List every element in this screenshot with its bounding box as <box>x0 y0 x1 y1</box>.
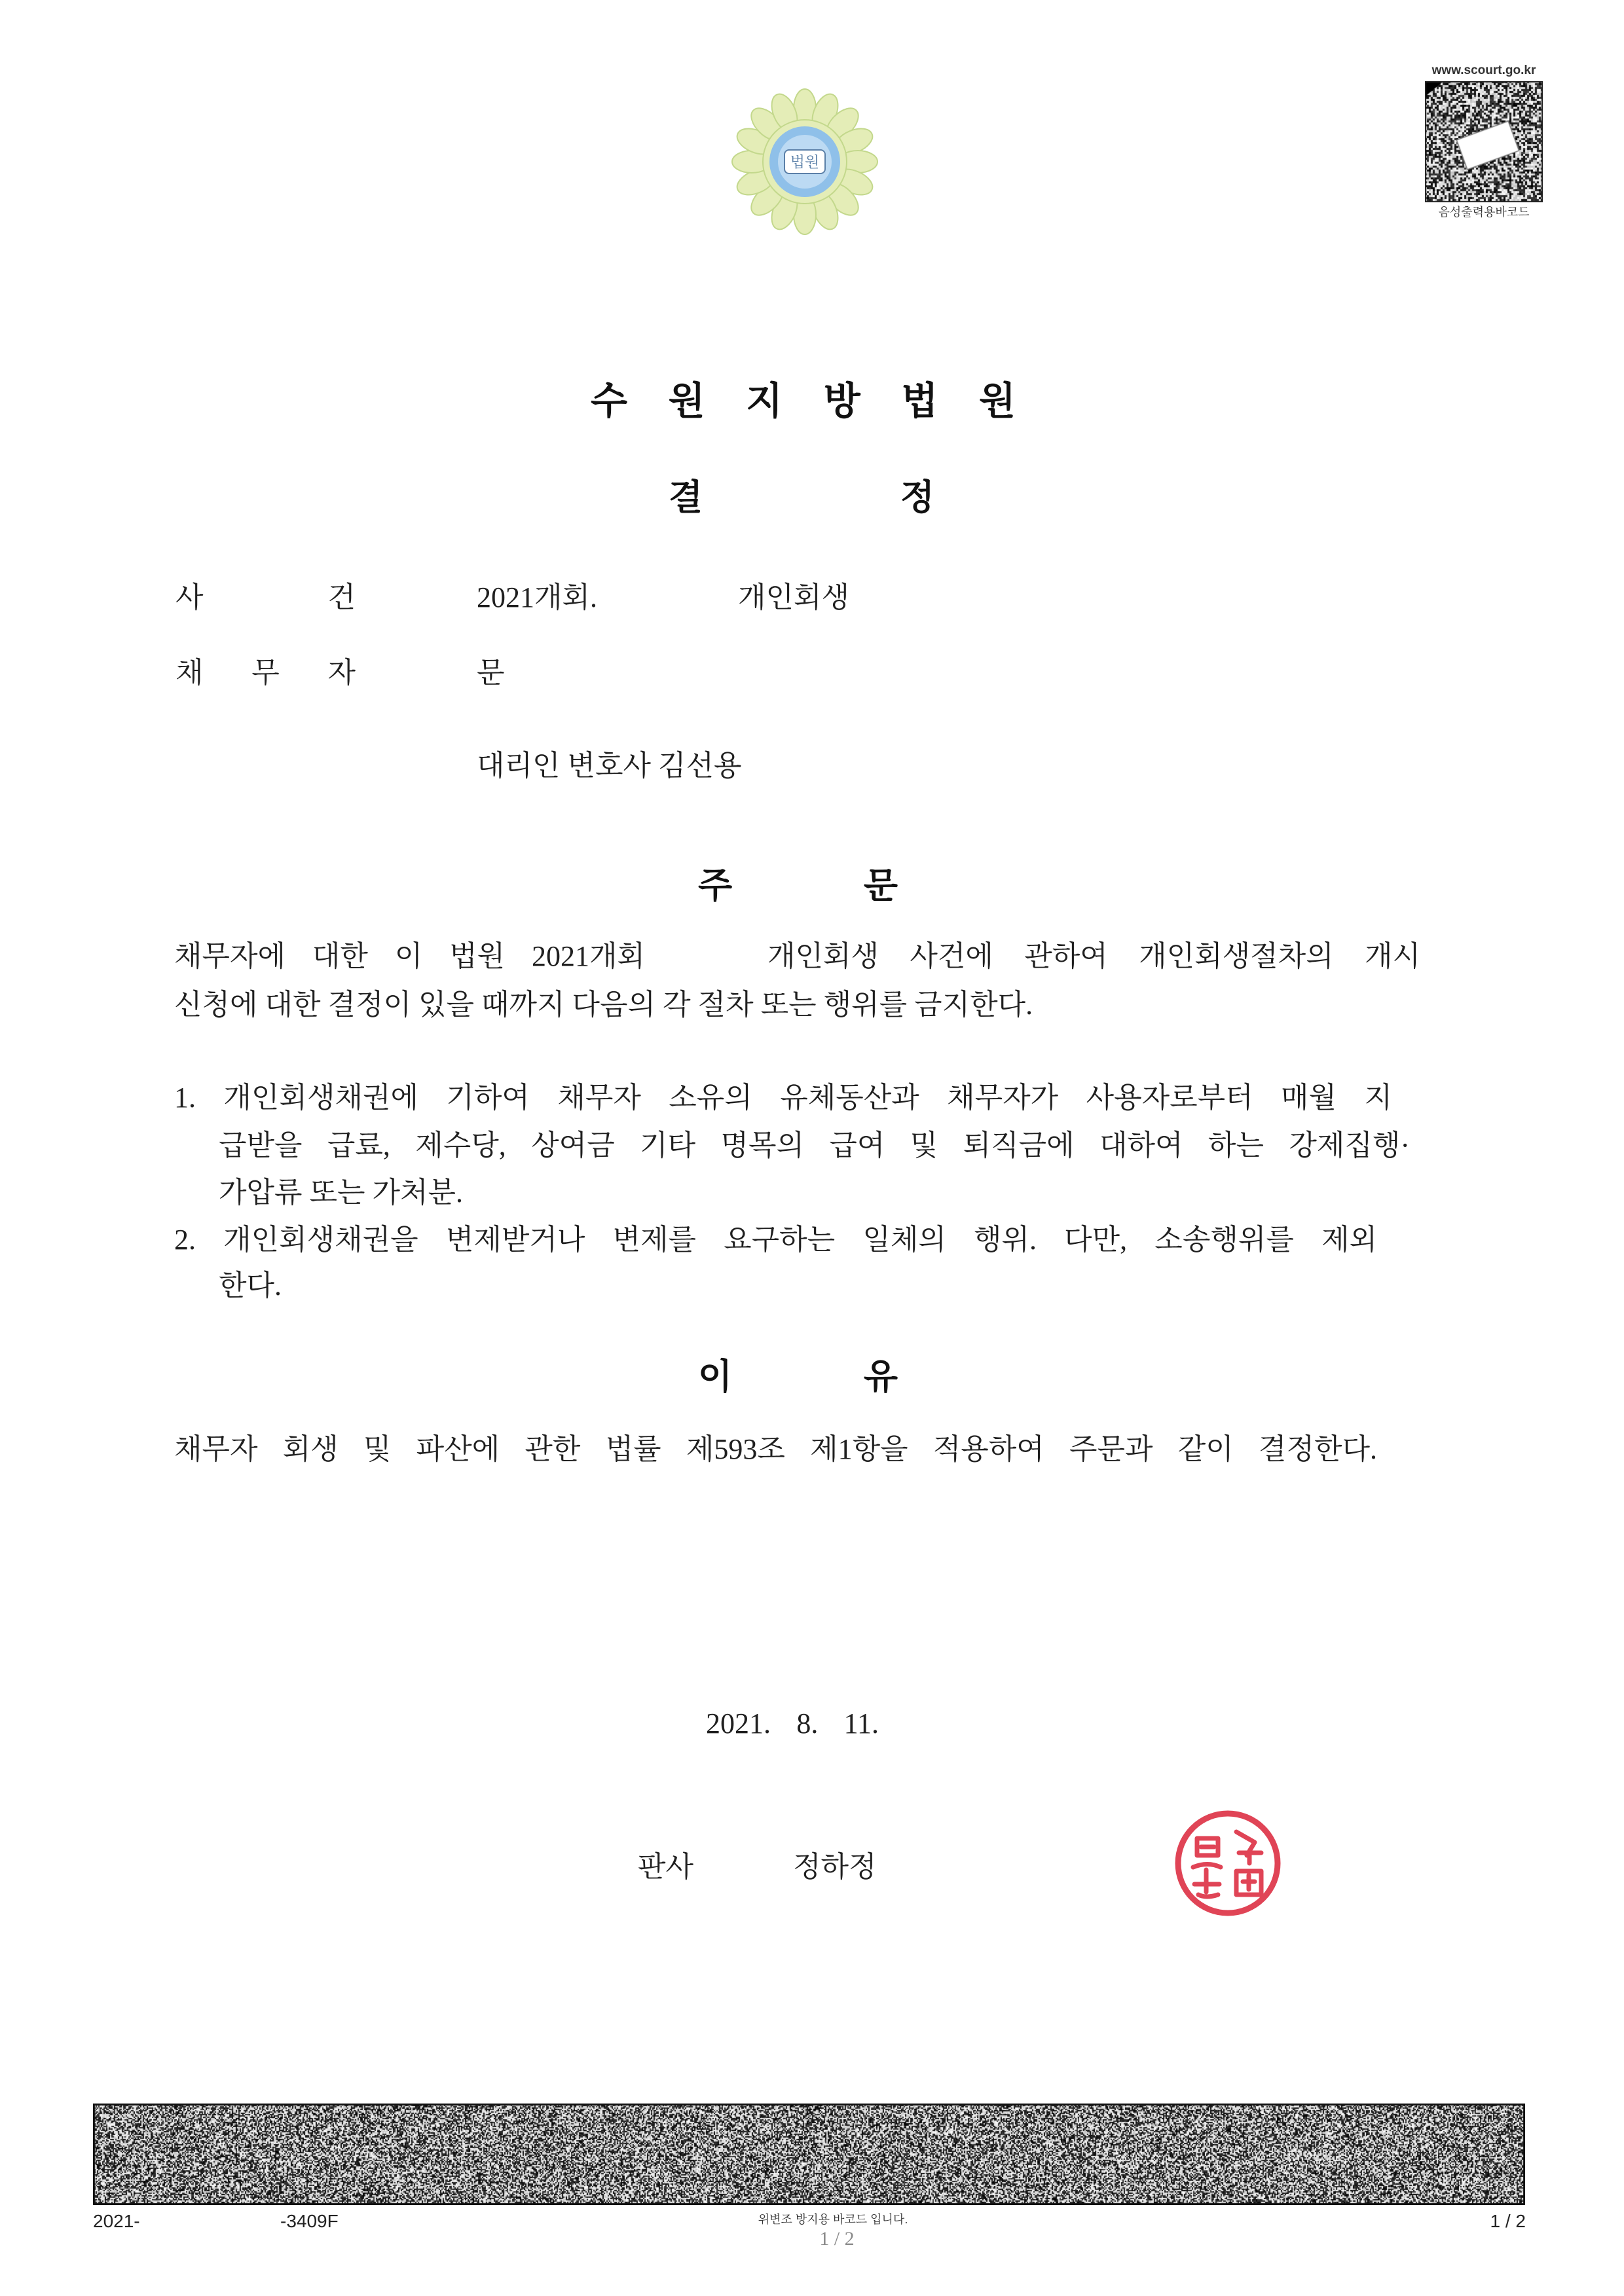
order-heading: 주 문 <box>698 866 898 905</box>
seal-glyph-strokes <box>1193 1832 1261 1897</box>
order-intro-line1-left: 채무자에 대한 이 법원 2021개회 <box>174 940 645 972</box>
legal-agent: 대리인 변호사 김선용 <box>477 750 742 782</box>
document-id-prefix: 2021- <box>93 2211 140 2231</box>
order-item-1-line-2: 급받을 급료, 제수당, 상여금 기타 명목의 급여 및 퇴직금에 대하여 하는 강제집행· <box>219 1129 1410 1161</box>
order-intro-line1-right: 개인회생 사건에 관하여 개인회생절차의 개시 <box>767 940 1420 972</box>
page-number-right: 1 / 2 <box>1490 2211 1526 2231</box>
reason-text: 채무자 회생 및 파산에 관한 법률 제593조 제1항을 적용하여 주문과 같이 결정한다. <box>174 1433 1377 1465</box>
debtor-label: 채 무 자 <box>175 657 356 689</box>
order-item-1-line-3: 가압류 또는 가처분. <box>219 1176 464 1209</box>
seal-stroke <box>1197 1838 1218 1855</box>
case-label: 사 건 <box>175 581 356 613</box>
judge-seal-stamp <box>1172 1807 1283 1920</box>
decision-date: 2021. 8. 11. <box>706 1707 879 1740</box>
seal-stroke <box>1193 1865 1221 1897</box>
seal-stroke <box>1236 1832 1261 1863</box>
court-emblem-icon <box>731 88 879 236</box>
seal-stroke <box>1236 1871 1261 1895</box>
document-type: 결 정 <box>669 478 934 517</box>
judge-title: 판사 <box>638 1851 694 1883</box>
barcode-caption: 음성출력용바코드 <box>1438 206 1530 219</box>
case-number: 2021개회. <box>477 581 598 613</box>
court-name: 수 원 지 방 법 원 <box>591 380 1016 422</box>
case-name: 개인회생 <box>738 581 850 613</box>
seal-outer-ring <box>1178 1813 1278 1913</box>
order-intro-line2: 신청에 대한 결정이 있을 때까지 다음의 각 절차 또는 행위를 금지한다. <box>174 989 1033 1021</box>
order-item-1-line-1: 1. 개인회생채권에 기하여 채무자 소유의 유체동산과 채무자가 사용자로부터 매월 지 <box>174 1082 1392 1114</box>
order-item-2-line-2: 한다. <box>219 1269 282 1302</box>
anti-forgery-barcode <box>93 2104 1525 2205</box>
order-item-2-line-1: 2. 개인회생채권을 변제받거나 변제를 요구하는 일체의 행위. 다만, 소송행위를 제외 <box>174 1224 1377 1256</box>
judge-name: 정하정 <box>793 1851 877 1883</box>
reason-heading: 이 유 <box>698 1357 898 1396</box>
document-id-suffix: -3409F <box>280 2211 339 2231</box>
barcode-notice: 위변조 방지용 바코드 입니다. <box>758 2213 908 2226</box>
audio-output-barcode <box>1425 81 1543 202</box>
debtor-name: 문 <box>477 657 505 689</box>
emblem-label: 법원 <box>790 153 820 170</box>
page-number-center: 1 / 2 <box>819 2228 855 2250</box>
site-url: www.scourt.go.kr <box>1431 64 1536 77</box>
